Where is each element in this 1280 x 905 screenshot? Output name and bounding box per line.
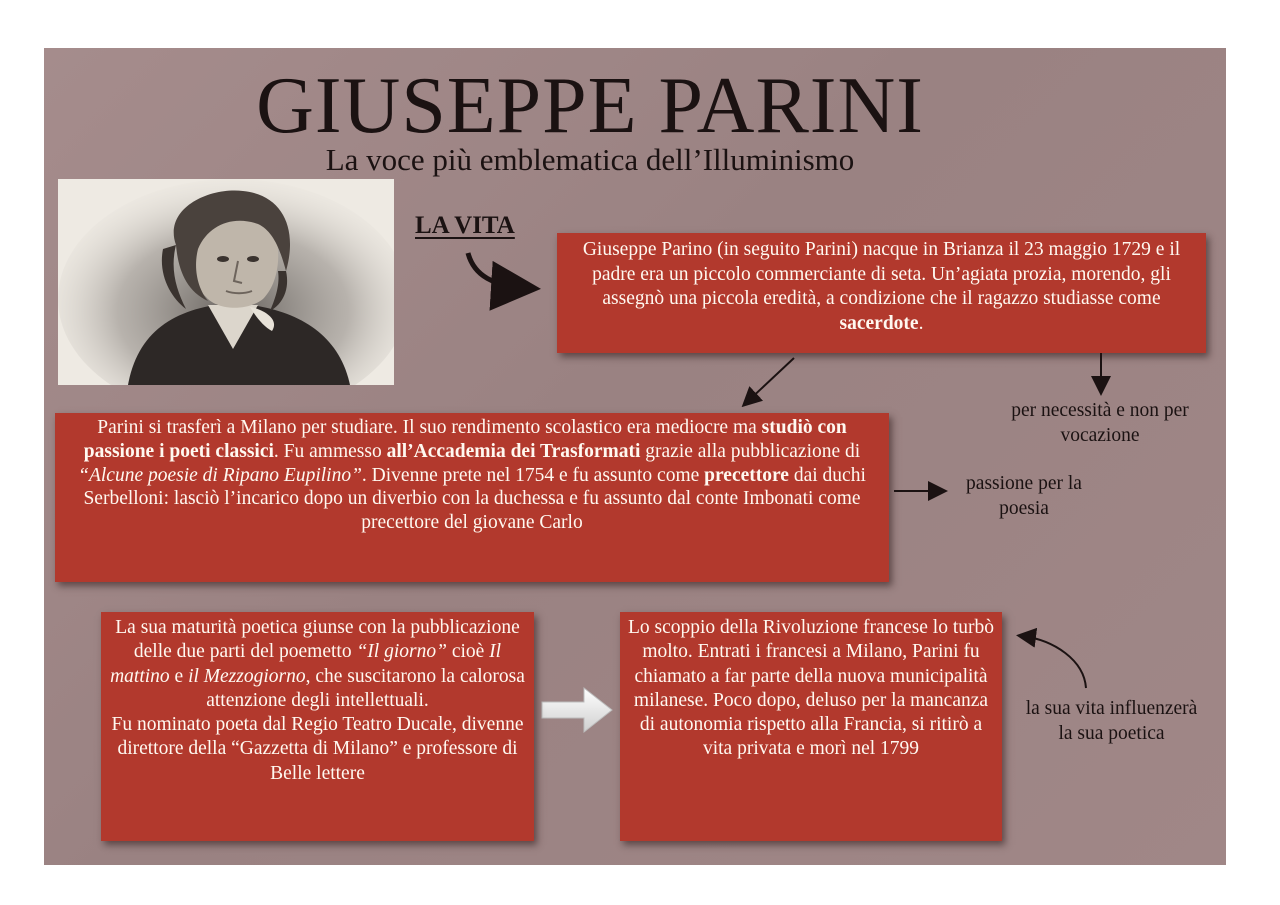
arrow-icon — [746, 358, 794, 403]
vita-box: Giuseppe Parino (in seguito Parini) nacque in Brianza il 23 maggio 1729 e il padre era un piccolo commerciante di seta. Un’agiata prozia, morendo, gli assegnò una piccola eredità, a condizione che il ragazzo studiasse come sacerdote. — [557, 233, 1206, 353]
curved-arrow-icon — [468, 253, 526, 288]
poster — [44, 48, 1226, 865]
page-subtitle: La voce più emblematica dell’Illuminismo — [325, 142, 855, 177]
maturita-paragraph-2: Fu nominato poeta dal Regio Teatro Ducale, divenne direttore della “Gazzetta di Milano” e professore di Belle lettere — [111, 714, 524, 784]
section-label-vita: LA VITA — [415, 212, 515, 239]
block-arrow-icon — [542, 688, 612, 732]
milano-box: Parini si trasferì a Milano per studiare. Il suo rendimento scolastico era mediocre ma studiò con passione i poeti classici. Fu ammesso all’Accademia dei Trasformati grazie alla pubblicazione di “Alcune poesie di Ripano Eupilino”. Divenne prete nel 1754 e fu assunto come precettore dai duchi Serbelloni: lasciò l’incarico dopo un diverbio con la duchessa e fu assunto dal conte Imbonati come precettore del giovane Carlo — [55, 413, 889, 582]
curved-arrow-icon — [1022, 636, 1086, 688]
maturita-paragraph: La sua maturità poetica giunse con la pubblicazione delle due parti del poemetto “Il giorno” cioè Il mattino e il Mezzogiorno, che suscitarono la calorosa attenzione degli intellettuali. — [110, 617, 525, 711]
rivoluzione-box: Lo scoppio della Rivoluzione francese lo turbò molto. Entrati i francesi a Milano, Parini fu chiamato a far parte della nuova municipalità milanese. Poco dopo, deluso per la mancanza di autonomia rispetto alla Francia, si ritirò a vita privata e morì nel 1799 — [620, 612, 1002, 841]
note-passione: passione per la poesia — [966, 473, 1082, 519]
maturita-box — [101, 612, 534, 841]
page-title: GIUSEPPE PARINI — [256, 62, 924, 150]
note-influenza: la sua vita influenzerà la sua poetica — [1025, 698, 1198, 744]
note-necessita: per necessità e non per vocazione — [1011, 400, 1189, 446]
